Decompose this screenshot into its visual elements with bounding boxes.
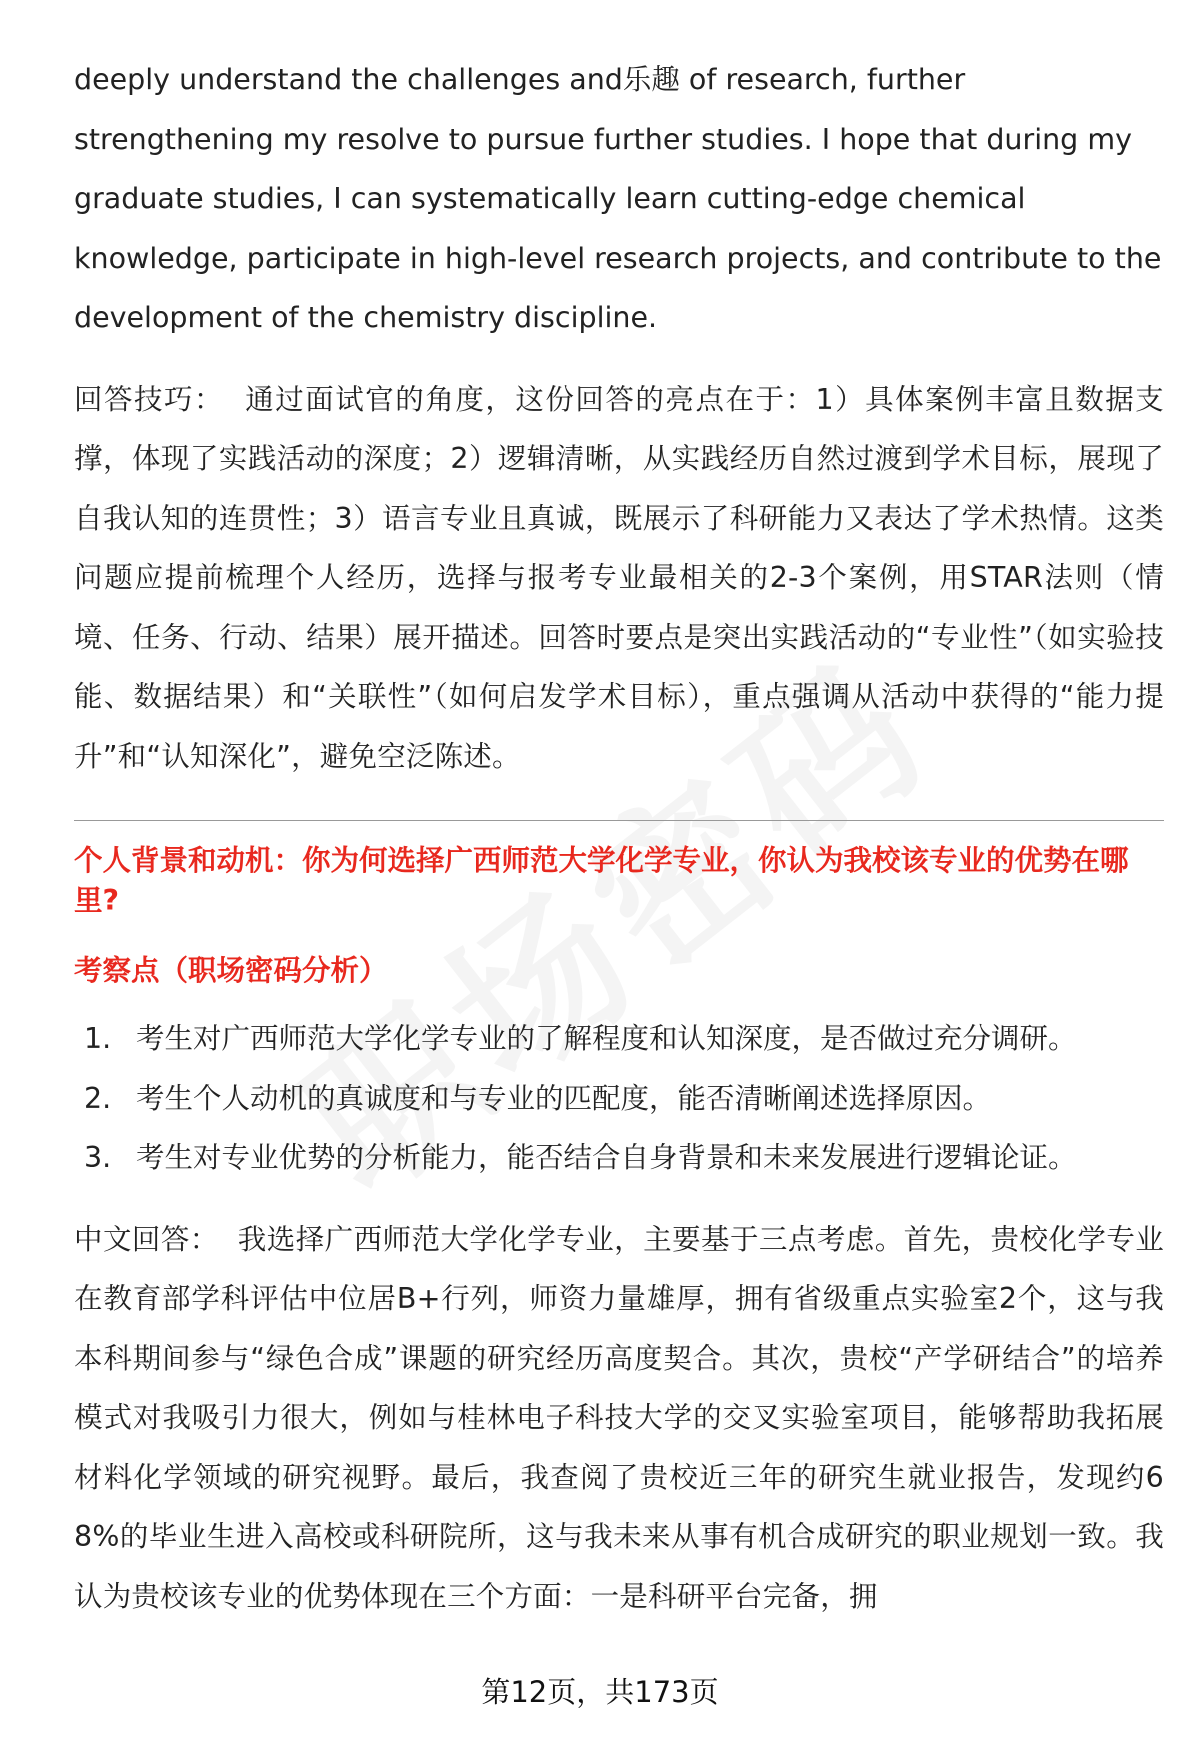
tips-label: 回答技巧： xyxy=(74,382,225,416)
tips-paragraph xyxy=(74,370,1164,787)
page-number: 第12页，共173页 xyxy=(481,1675,719,1709)
document-page xyxy=(74,50,1164,1626)
list-item xyxy=(74,1128,1164,1188)
list-item xyxy=(74,1009,1164,1069)
list-item xyxy=(74,1069,1164,1129)
answer-label-space xyxy=(219,1223,238,1256)
answer-label: 中文回答： xyxy=(74,1222,219,1256)
spacer xyxy=(74,348,1164,370)
list-item-number: 3. xyxy=(84,1141,112,1174)
list-item-number: 1. xyxy=(84,1022,112,1055)
answer-text: 我选择广西师范大学化学专业，主要基于三点考虑。首先，贵校化学专业在教育部学科评估中位居B+行列，师资力量雄厚，拥有省级重点实验室2个，这与我本科期间参与“绿色合成”课题的研究经历高度契合。其次，贵校“产学研结合”的培养模式对我吸引力很大，例如与桂林电子科技大学的交叉实验室项目，能够帮助我拓展材料化学领域的研究视野。最后，我查阅了贵校近三年的研究生就业报告，发现约68%的毕业生进入高校或科研院所，这与我未来从事有机合成研究的职业规划一致。我认为贵校该专业的优势体现在三个方面：一是科研平台完备，拥 xyxy=(74,1222,1164,1613)
focus-list xyxy=(74,1009,1164,1188)
list-item-text: 考生个人动机的真诚度和与专业的匹配度，能否清晰阐述选择原因。 xyxy=(136,1081,992,1115)
intro-english-paragraph: deeply understand the challenges and乐趣 of research, further strengthening my resolve to pursue further studies. I hope that during my graduate studies, I can systematically learn cutting-edge chemical knowledge, participate in high-level research projects, and contribute to the development of the chemistry discipline. xyxy=(74,63,1162,334)
list-item-text: 考生对专业优势的分析能力，能否结合自身背景和未来发展进行逻辑论证。 xyxy=(136,1141,1077,1174)
list-item-number: 2. xyxy=(84,1081,112,1115)
tips-label-space xyxy=(224,383,245,416)
focus-heading: 考察点（职场密码分析） xyxy=(74,954,388,987)
section-divider xyxy=(74,820,1164,821)
question-title: 个人背景和动机：你为何选择广西师范大学化学专业，你认为我校该专业的优势在哪里? xyxy=(74,844,1129,917)
tips-text: 通过面试官的角度，这份回答的亮点在于：1）具体案例丰富且数据支撑，体现了实践活动的深度；2）逻辑清晰，从实践经历自然过渡到学术目标，展现了自我认知的连贯性；3）语言专业且真诚，既展示了科研能力又表达了学术热情。这类问题应提前梳理个人经历，选择与报考专业最相关的2-3个案例，用STAR法则（情境、任务、行动、结果）展开描述。回答时要点是突出实践活动的“专业性”（如实验技能、数据结果）和“关联性”（如何启发学术目标），重点强调从活动中获得的“能力提升”和“认知深化”，避免空泛陈述。 xyxy=(74,382,1164,773)
list-item-text: 考生对广西师范大学化学专业的了解程度和认知深度，是否做过充分调研。 xyxy=(136,1022,1077,1055)
answer-paragraph xyxy=(74,1210,1164,1627)
